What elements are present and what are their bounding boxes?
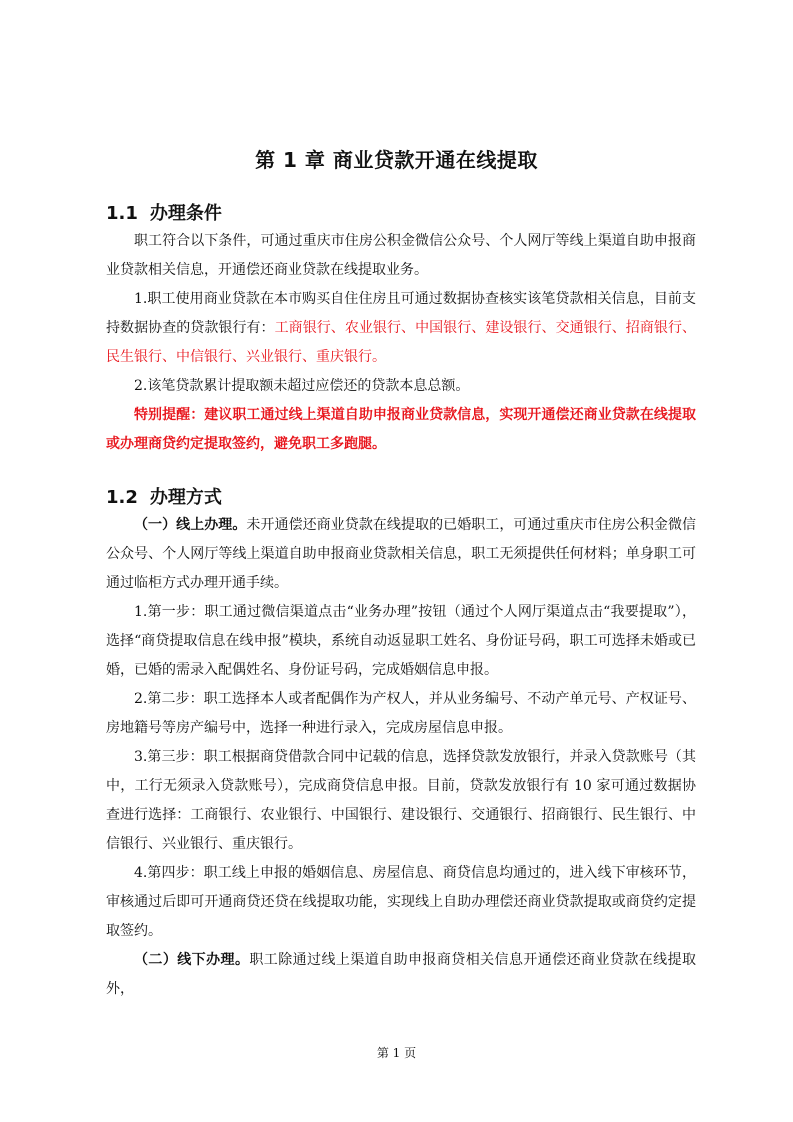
section-title: 办理条件 xyxy=(149,203,222,224)
step-1-paragraph: 1.第一步：职工通过微信渠道点击“业务办理”按钮（通过个人网厅渠道点击“我要提取”），选择“商贷提取信息在线申报”模块，系统自动返显职工姓名、身份证号码，职工可选择未婚或已婚，已婚的需录入配偶姓名、身份证号码，完成婚姻信息申报。 xyxy=(106,604,696,678)
chapter-title: 第 1 章 商业贷款开通在线提取 xyxy=(255,148,538,172)
special-notice: 特别提醒：建议职工通过线上渠道自助申报商业贷款信息，实现开通偿还商业贷款在线提取或办理商贷约定提取签约，避免职工多跑腿。 xyxy=(106,407,696,452)
condition-1-paragraph xyxy=(106,285,696,372)
step-4-paragraph: 4.第四步：职工线上申报的婚姻信息、房屋信息、商贷信息均通过的，进入线下审核环节，审核通过后即可开通商贷还贷在线提取功能，实现线上自助办理偿还商业贷款提取或商贷约定提取签约。 xyxy=(106,865,696,939)
section-heading-methods xyxy=(106,483,222,509)
condition-1-text: 1.职工使用商业贷款在本市购买自住住房且可通过数据协查核实该笔贷款相关信息，目前支持数据协查的贷款银行有： xyxy=(106,291,696,336)
online-processing-label: （一）线上办理。 xyxy=(134,517,247,533)
section-heading-conditions xyxy=(106,199,222,225)
online-processing-paragraph xyxy=(106,511,696,598)
section-title: 办理方式 xyxy=(149,487,222,508)
online-processing-text: 未开通偿还商业贷款在线提取的已婚职工，可通过重庆市住房公积金微信公众号、个人网厅等线上渠道自助申报商业贷款相关信息，职工无须提供任何材料；单身职工可通过临柜方式办理开通手续。 xyxy=(106,517,697,591)
step-3-paragraph: 3.第三步：职工根据商贷借款合同中记载的信息，选择贷款发放银行，并录入贷款账号（其中，工行无须录入贷款账号），完成商贷信息申报。目前，贷款发放银行有 10 家可通过数据协查进行选择：工商银行、农业银行、中国银行、建设银行、交通银行、招商银行、民生银行、中信银行、兴业银行、重庆银行。 xyxy=(106,749,696,852)
section-number: 1.2 xyxy=(106,487,138,508)
condition-2-paragraph: 2.该笔贷款累计提取额未超过应偿还的贷款本息总额。 xyxy=(134,378,470,394)
supported-banks-list: 工商银行、农业银行、中国银行、建设银行、交通银行、招商银行、民生银行、中信银行、兴业银行、重庆银行。 xyxy=(106,320,697,365)
page-number: 第 1 页 xyxy=(376,1046,417,1060)
section-number: 1.1 xyxy=(106,203,138,224)
conditions-intro-paragraph: 职工符合以下条件，可通过重庆市住房公积金微信公众号、个人网厅等线上渠道自助申报商业贷款相关信息，开通偿还商业贷款在线提取业务。 xyxy=(106,233,696,278)
offline-processing-paragraph xyxy=(106,946,696,1004)
step-2-paragraph: 2.第二步：职工选择本人或者配偶作为产权人，并从业务编号、不动产单元号、产权证号、房地籍号等房产编号中，选择一种进行录入，完成房屋信息申报。 xyxy=(106,691,696,736)
offline-processing-text: 职工除通过线上渠道自助申报商贷相关信息开通偿还商业贷款在线提取外， xyxy=(106,952,697,997)
offline-processing-label: （二）线下办理。 xyxy=(134,952,250,968)
